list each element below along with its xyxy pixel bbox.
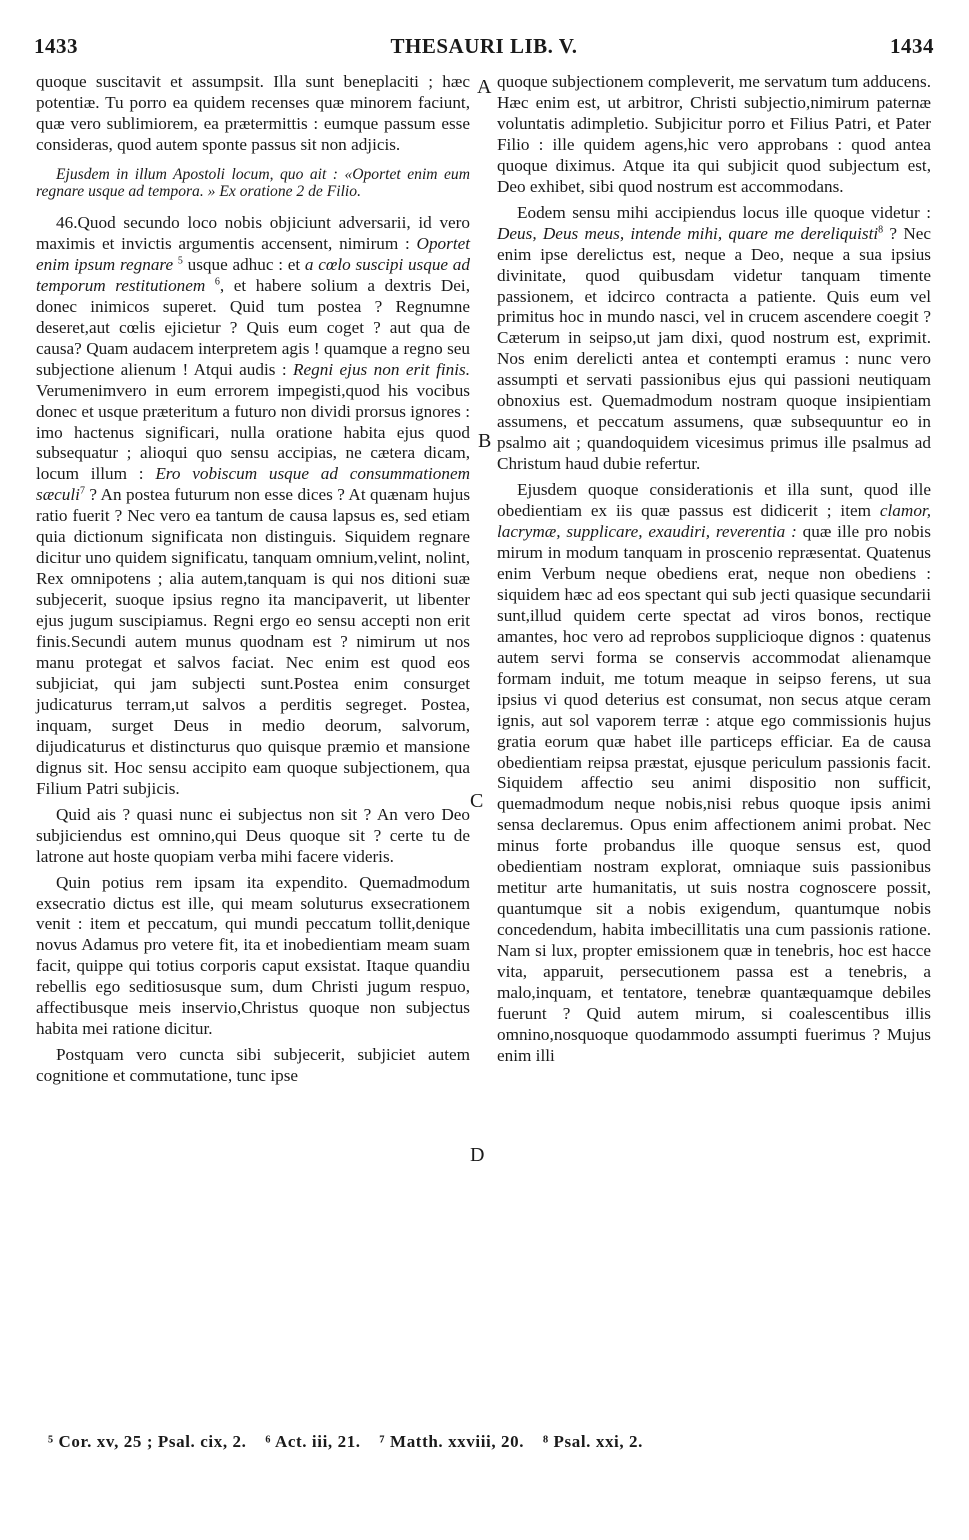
footnote-6: ⁶ Act. iii, 21.: [265, 1432, 361, 1451]
quote-ero-vobiscum: Ero vobiscum usque ad consummationem sæculi: [36, 464, 470, 505]
page-number-right: 1434: [890, 34, 934, 58]
margin-letter-c: C: [470, 790, 484, 812]
right-paragraph-1: quoque subjectionem compleverit, me servatum tum adducens. Hæc enim est, ut arbitror, Christi subjectio,nimirum paternæ voluntatis adimpletio. Subjicitur porro et Filius Patri, et Pater Filio : ille quidem agens,hic vero approbans : quod antea quoque diximus. Atque ita qui subjicit quod subjectum est, Deo exhibet, sibi quod nostrum est accommodans.: [497, 72, 931, 196]
quote-a-coelo: a cœlo suscipi usque ad temporum restitutionem: [36, 254, 470, 295]
footnote-8: ⁸ Psal. xxi, 2.: [542, 1432, 644, 1451]
text-run: , et habere solium a dextris Dei, donec inimicos superet. Quid tum postea ? Regnumne deseret,aut cœlis ejicietur ? Quis eum coget ? aut qua de causa? Quam audacem interpretem agis ! quamque a regno seu subjectione alienum ! Atqui audis :: [36, 275, 471, 379]
quote-oportet: Oportet enim ipsum regnare: [36, 233, 470, 274]
page-number-left: 1433: [34, 34, 78, 58]
text-run: Ejusdem quoque considerationis et illa sunt, quod ille obedientiam ex iis quæ passus est didicerit ; item: [497, 480, 931, 521]
left-column: [36, 72, 470, 1087]
text-run: ? An postea futurum non esse dices ? At quænam hujus ratio fuerit ? Nec vero ea tantum de causa lapsus es, sed etiam quia dictionum significata non distinguis. Siquidem regnare dicitur uno quidem significatu, tanquam omnium,velint, nolint, Rex omnipotens ; alia autem,tanquam is qui nos ditioni suæ subjecerit, suoque ipsius regno ita mancipaverit, ut libenter ejus jugum suscipiamus. Regni ergo eo sensu accepti non erit finis.Secundi autem munus quodnam est ? nimirum ut nos manu protegat et salvos faciat. Nec enim est quod eos subjiciat, qui jam subjecti sunt.Postea enim consurget judicaturus terram,ut salvos a perditis segreget. Postea, inquam, surget Deus in medio deorum, salvorum, dijudicaturus et distincturus quo quisque præmio et mansione dignus sit. Hoc sensu accipito eam quoque subjectionem, qua Filium Patri subjicis.: [36, 485, 471, 798]
margin-letter-d: D: [470, 1144, 485, 1166]
text-run: 46.Quod secundo loco nobis objiciunt adversarii, id vero maximis et invictis argumentis accensent, nimirum :: [36, 213, 470, 253]
text-run: Eodem sensu mihi accipiendus locus ille quoque videtur :: [517, 202, 931, 222]
right-column: [497, 72, 931, 1067]
footnotes: [48, 1432, 657, 1452]
left-paragraph-2: [36, 213, 470, 800]
running-header: [34, 22, 934, 62]
running-title: THESAURI LIB. V.: [390, 34, 578, 58]
text-run: quæ ille pro nobis mirum in modum tanquam in proscenio repræsentat. Quatenus enim Verbum neque obediens erat, neque non obediens : siquidem hæc ad eos spectant qui sub jecti quasique secundarii sunt,illud quidem certe spectat ad viros bonos, rectique amantes, hoc vero ad reprobos supplicioque dignos : quatenus autem servi forma se conservis accommodat alienamque formam induit, me totum meaque in seipso ferens, ut sua ipsius vi quod deterius est consumat, non secus atque ceram ignis, aut sol vaporem terræ : atque ego commissionis hujus gratia eorum quæ habet ille particeps efficiar. Ea de causa obedientiam reipsa præstat, ejusque periculum passionis facit. Siquidem affectio seu animi dispositio non sufficit, quemadmodum neque nobis,nisi rebus quoque ipsis animi sensa declaremus. Opus enim affectionem animi probat. Nec minus forte probandus ille quoque sensus est, quod obedientiam nostram explorat, omniaque suis passionibus metitur arte humanitatis, ut suis nostra cognoscere possit, quantumque sit a nobis exigendum, quantumque nobis concedendum, habita imbecillitatis una cum passionis ratione. Nam si lux, propter emissionem quæ in tenebris, hoc est hacce vita, apparuit, persecutionem passa est a tenebris, a malo,inquam, et tentatore, tenebræ quantæquamque debiles fuerunt ? Quid autem mirum, si coalescentibus illis omnino,nosquoque quodammodo assumpti fuerimus ? Mujus enim illi: [497, 522, 931, 1065]
footnote-ref-8: 8: [878, 223, 884, 235]
margin-letter-b: B: [478, 430, 492, 452]
left-paragraph-1: quoque suscitavit et assumpsit. Illa sunt beneplaciti ; hæc potentiæ. Tu porro ea quidem recenses quæ minorem faciunt, quæ vero sublimiorem, ea prætermittis : eumque passum esse consideras, quod autem sponte passus sit non adjicis.: [36, 72, 470, 154]
left-paragraph-5: Postquam vero cuncta sibi subjecerit, subjiciet autem cognitione et commutatione, tunc ipse: [36, 1045, 470, 1086]
right-paragraph-3: [497, 480, 931, 1067]
footnote-ref-6: 6: [214, 276, 220, 288]
quote-deus-deus-meus: Deus, Deus meus, intende mihi, quare me dereliquisti: [497, 223, 879, 243]
footnote-7: ⁷ Matth. xxviii, 20.: [379, 1432, 525, 1451]
right-paragraph-2: [497, 203, 931, 475]
quote-regni: Regni ejus non erit finis.: [293, 359, 470, 379]
quote-clamor: clamor, lacrymæ, supplicare, exaudiri, reverentia :: [497, 501, 931, 542]
text-run: usque adhuc : et: [187, 254, 301, 274]
footnote-ref-7: 7: [79, 485, 85, 497]
margin-letter-a: A: [477, 76, 492, 98]
text-run: ? Nec enim ipse derelictus est, neque a Deo, neque a sua ipsius divinitate, quod quibusdam videtur tanquam timente passionem, et idcirco contracta a patiente. Quis eum vel primitus hoc in mundo nasci, vel in crucem ascendere coegit ? Cæterum in seipso,ut jam dixi, quod nostrum est, exprimit. Nos enim derelicti antea et contempti eramus : nunc vero assumpti et servati passionibus ejus qui passioni neutiquam obnoxius est. Quemadmodum nostram quoque insipientiam assumens, et peccatum assumens, quæ subsequuntur eo in psalmo ait ; quandoquidem vicesimus primus ille psalmus ad Christum haud dubie refertur.: [497, 223, 931, 474]
footnote-5: ⁵ Cor. xv, 25 ; Psal. cix, 2.: [48, 1432, 247, 1451]
left-paragraph-4: Quin potius rem ipsam ita expendito. Quemadmodum exsecratio dictus est ille, qui meam soluturus exsecrationem venit : item et peccatum, qui mundi peccatum tollit,denique novus Adamus pro vetere fit, ita et inobedientiam meam suam facit, quippe qui totius corporis caput exsistat. Itaque quandiu rebellis ego seditiosusque sum, dum Christi jugum respuo, affectibusque meis inservio,Christus quoque non subjectus habita mei ratione dicitur.: [36, 872, 470, 1039]
footnote-ref-5: 5: [177, 255, 183, 267]
left-paragraph-3: Quid ais ? quasi nunc ei subjectus non sit ? An vero Deo subjiciendus est omnino,qui Deus quoque sit ? certe tu de latrone aut hoste quopiam verba mihi facere videris.: [36, 804, 470, 866]
text-run: Verumenimvero in eum errorem impegisti,quod his vocibus donec et usque præteritum a futuro non dividi prorsus ignores : imo hactenus significari, nulla oratione habita ejus quod subsequatur ; alioqui quo sensu accipias, ne cætera dicam, locum illum :: [36, 380, 470, 484]
section-caption: Ejusdem in illum Apostoli locum, quo ait : «Oportet enim eum regnare usque ad tempora. » Ex oratione 2 de Filio.: [36, 165, 470, 201]
